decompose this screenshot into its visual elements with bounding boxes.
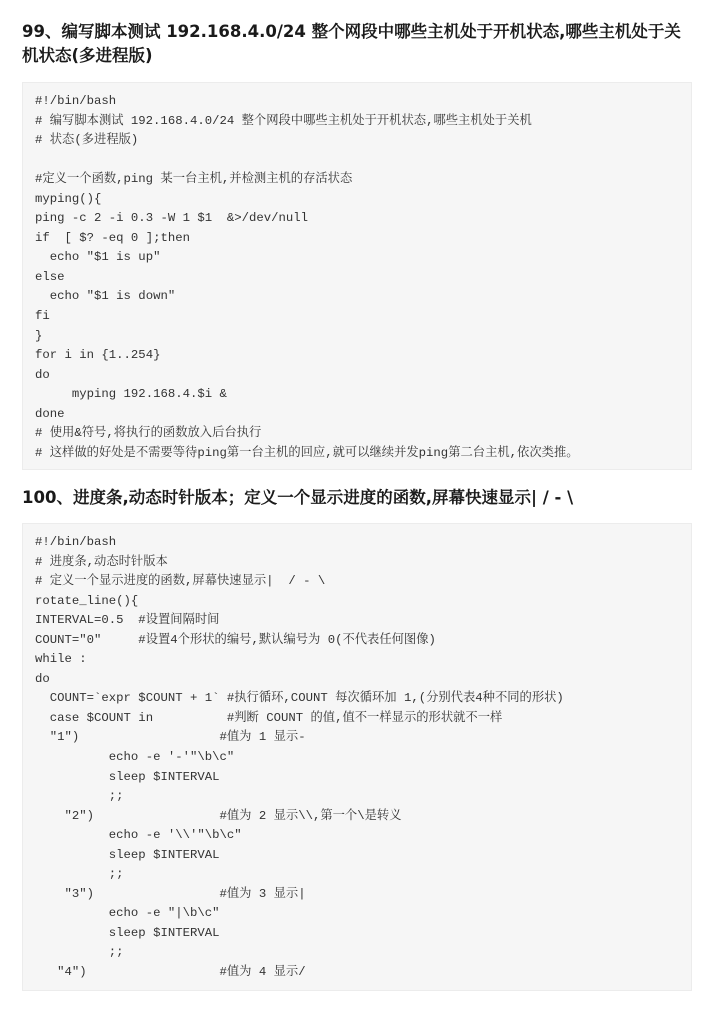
section-99-heading: 99、编写脚本测试 192.168.4.0/24 整个网段中哪些主机处于开机状态,哪些主机处于关机状态(多进程版) bbox=[22, 22, 681, 65]
code-line: rotate_line(){ bbox=[35, 593, 139, 608]
code-line: sleep $INTERVAL bbox=[35, 925, 220, 940]
code-line: echo "$1 is down" bbox=[35, 289, 176, 304]
code-line: else bbox=[35, 269, 65, 284]
code-line bbox=[35, 151, 679, 171]
code-line: if [ $? -eq 0 ];then bbox=[35, 230, 190, 245]
code-line: echo -e '\\'"\b\c" bbox=[35, 828, 242, 843]
code-block-100 bbox=[22, 523, 692, 991]
code-line: ;; bbox=[35, 789, 124, 804]
code-line: for i in {1..254} bbox=[35, 348, 161, 363]
code-line: do bbox=[35, 367, 50, 382]
code-line: #!/bin/bash bbox=[35, 94, 117, 108]
code-line: done bbox=[35, 406, 65, 421]
code-line: } bbox=[35, 328, 43, 343]
code-line: case $COUNT in #判断 COUNT 的值,值不一样显示的形状就不一样 bbox=[35, 710, 503, 725]
code-line: myping 192.168.4.$i & bbox=[35, 387, 227, 402]
code-line: "4") #值为 4 显示/ bbox=[35, 965, 306, 980]
code-line: "3") #值为 3 显示| bbox=[35, 886, 306, 901]
code-line: myping(){ bbox=[35, 191, 102, 206]
code-line: echo "$1 is up" bbox=[35, 250, 161, 265]
code-line: # 使用&符号,将执行的函数放入后台执行 bbox=[35, 426, 262, 441]
code-line: INTERVAL=0.5 #设置间隔时间 bbox=[35, 613, 220, 628]
code-line: sleep $INTERVAL bbox=[35, 847, 220, 862]
code-line: # 编写脚本测试 192.168.4.0/24 整个网段中哪些主机处于开机状态,哪些主机处于关机 bbox=[35, 113, 532, 128]
code-line: fi bbox=[35, 309, 50, 324]
code-line: # 定义一个显示进度的函数,屏幕快速显示| / - \ bbox=[35, 574, 326, 589]
section-100-heading: 100、进度条,动态时针版本；定义一个显示进度的函数,屏幕快速显示| / - \ bbox=[22, 488, 574, 507]
code-line: ping -c 2 -i 0.3 -W 1 $1 &>/dev/null bbox=[35, 211, 309, 226]
code-line: #定义一个函数,ping 某一台主机,并检测主机的存活状态 bbox=[35, 172, 353, 187]
code-line: sleep $INTERVAL bbox=[35, 769, 220, 784]
code-line: echo -e "|\b\c" bbox=[35, 906, 220, 921]
code-line: echo -e '-'"\b\c" bbox=[35, 750, 235, 765]
code-line: ;; bbox=[35, 945, 124, 960]
code-line: "1") #值为 1 显示- bbox=[35, 730, 306, 745]
code-line: # 进度条,动态时针版本 bbox=[35, 554, 168, 569]
code-line: while : bbox=[35, 652, 87, 667]
code-line: #!/bin/bash bbox=[35, 535, 117, 549]
code-line: do bbox=[35, 671, 50, 686]
code-line: COUNT="0" #设置4个形状的编号,默认编号为 0(不代表任何图像) bbox=[35, 632, 436, 647]
code-line: "2") #值为 2 显示\\,第一个\是转义 bbox=[35, 808, 402, 823]
code-line: COUNT=`expr $COUNT + 1` #执行循环,COUNT 每次循环加 1,(分别代表4种不同的形状) bbox=[35, 691, 564, 706]
code-line: # 这样做的好处是不需要等待ping第一台主机的回应,就可以继续并发ping第二台主机,依次类推。 bbox=[35, 445, 579, 460]
code-block-99 bbox=[22, 82, 692, 470]
code-line: ;; bbox=[35, 867, 124, 882]
code-line: # 状态(多进程版) bbox=[35, 133, 139, 148]
